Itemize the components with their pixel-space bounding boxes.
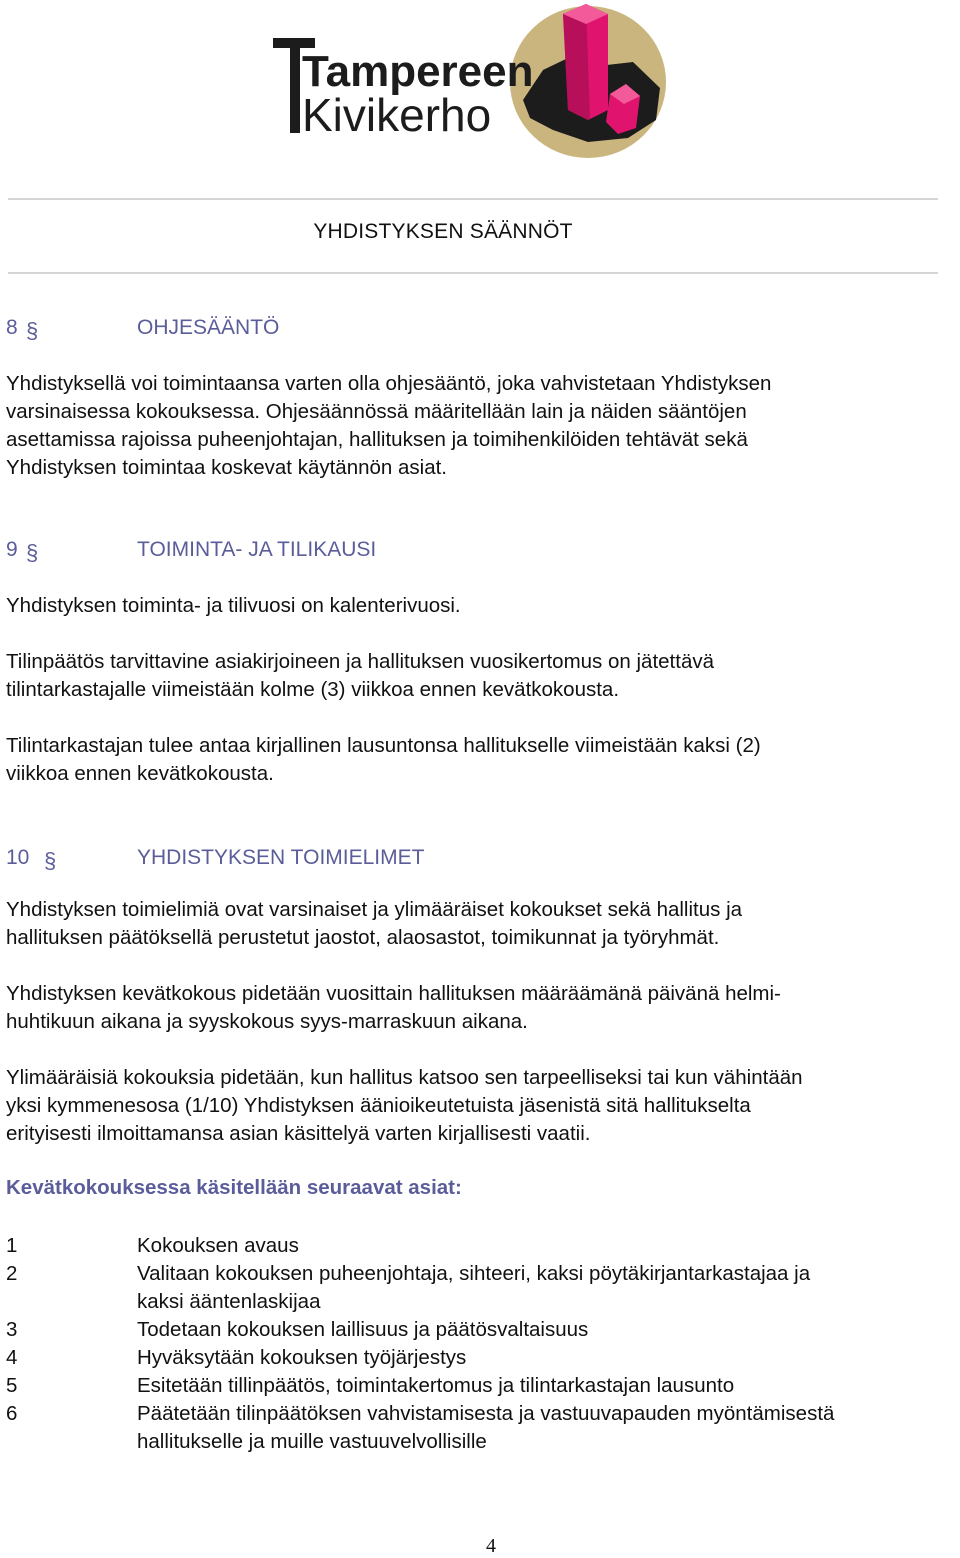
paragraph-line: hallituksen päätöksellä perustetut jaostot, alaosastot, toimikunnat ja työryhmät. bbox=[6, 926, 720, 949]
item-number: 5 bbox=[6, 1374, 18, 1397]
paragraph-line: Yhdistyksen toimielimiä ovat varsinaiset ja ylimääräiset kokoukset sekä hallitus ja bbox=[6, 898, 743, 921]
item-text: Päätetään tilinpäätöksen vahvistamisesta ja vastuuvapauden myöntämisestä bbox=[137, 1402, 835, 1425]
agenda-list bbox=[6, 1232, 960, 1456]
paragraph-line: Yhdistyksen toiminta- ja tilivuosi on kalenterivuosi. bbox=[6, 594, 461, 617]
paragraph-line: Yhdistyksellä voi toimintaansa varten olla ohjesääntö, joka vahvistetaan Yhdistyksen bbox=[6, 372, 772, 395]
section-9-paragraph-3 bbox=[6, 732, 946, 788]
item-text: Valitaan kokouksen puheenjohtaja, sihteeri, kaksi pöytäkirjantarkastajaa ja bbox=[137, 1262, 811, 1285]
item-number: 4 bbox=[6, 1346, 18, 1369]
paragraph-line: tilintarkastajalle viimeistään kolme (3) viikkoa ennen kevätkokousta. bbox=[6, 678, 620, 701]
list-item bbox=[6, 1232, 960, 1260]
item-number: 2 bbox=[6, 1262, 18, 1285]
item-number: 6 bbox=[6, 1402, 18, 1425]
top-divider bbox=[8, 198, 938, 200]
agenda-heading: Kevätkokouksessa käsitellään seuraavat asiat: bbox=[6, 1176, 462, 1199]
section-number: 8 bbox=[6, 316, 18, 339]
section-mark: § bbox=[44, 848, 57, 873]
section-number: 9 bbox=[6, 538, 18, 561]
document-title: YHDISTYKSEN SÄÄNNÖT bbox=[313, 220, 573, 243]
list-item bbox=[6, 1316, 960, 1344]
logo-line2: Kivikerho bbox=[302, 89, 492, 141]
list-item bbox=[6, 1344, 960, 1372]
paragraph-line: Ylimääräisiä kokouksia pidetään, kun hallitus katsoo sen tarpeelliseksi tai kun vähintään bbox=[6, 1066, 803, 1089]
paragraph-line: huhtikuun aikana ja syyskokous syys-marraskuun aikana. bbox=[6, 1010, 528, 1033]
item-number: 1 bbox=[6, 1234, 18, 1257]
club-logo bbox=[268, 0, 678, 162]
paragraph-line: erityisesti ilmoittamansa asian käsittelyä varten kirjallisesti vaatii. bbox=[6, 1122, 591, 1145]
paragraph-line: yksi kymmenesosa (1/10) Yhdistyksen äänioikeutetuista jäsenistä sitä hallitukselta bbox=[6, 1094, 751, 1117]
item-text: kaksi ääntenlaskijaa bbox=[137, 1290, 321, 1313]
item-text: Todetaan kokouksen laillisuus ja päätösvaltaisuus bbox=[137, 1318, 589, 1341]
item-text: Esitetään tillinpäätös, toimintakertomus ja tilintarkastajan lausunto bbox=[137, 1374, 735, 1397]
item-text: Kokouksen avaus bbox=[137, 1234, 299, 1257]
page-number: 4 bbox=[486, 1535, 496, 1557]
section-mark: § bbox=[26, 540, 39, 565]
section-10-paragraph-2 bbox=[6, 980, 946, 1036]
list-item bbox=[6, 1372, 960, 1400]
section-title: TOIMINTA- JA TILIKAUSI bbox=[137, 538, 377, 561]
list-item bbox=[6, 1260, 960, 1316]
paragraph-line: asettamissa rajoissa puheenjohtajan, hallituksen ja toimihenkilöiden tehtävät sekä bbox=[6, 428, 748, 451]
title-divider bbox=[8, 272, 938, 274]
paragraph-line: varsinaisessa kokouksessa. Ohjesäännössä määritellään lain ja näiden sääntöjen bbox=[6, 400, 747, 423]
paragraph-line: Tilintarkastajan tulee antaa kirjallinen lausuntonsa hallitukselle viimeistään kaksi (2) bbox=[6, 734, 761, 757]
section-number: 10 bbox=[6, 846, 30, 869]
section-9-paragraph-2 bbox=[6, 648, 946, 704]
crystal-logo-icon bbox=[268, 0, 678, 162]
logo-line1: Tampereen bbox=[302, 47, 534, 96]
section-10-paragraph-3 bbox=[6, 1064, 946, 1148]
section-mark: § bbox=[26, 318, 39, 343]
list-item bbox=[6, 1400, 960, 1456]
paragraph-line: viikkoa ennen kevätkokousta. bbox=[6, 762, 274, 785]
section-10-paragraph-1 bbox=[6, 896, 946, 952]
section-title: YHDISTYKSEN TOIMIELIMET bbox=[137, 846, 425, 869]
section-8-paragraph-1 bbox=[6, 370, 946, 482]
section-9-paragraph-1 bbox=[6, 592, 946, 620]
item-text: Hyväksytään kokouksen työjärjestys bbox=[137, 1346, 467, 1369]
paragraph-line: Yhdistyksen kevätkokous pidetään vuosittain hallituksen määräämänä päivänä helmi- bbox=[6, 982, 781, 1005]
paragraph-line: Tilinpäätös tarvittavine asiakirjoineen ja hallituksen vuosikertomus on jätettävä bbox=[6, 650, 715, 673]
item-text: hallitukselle ja muille vastuuvelvollisille bbox=[137, 1430, 487, 1453]
item-number: 3 bbox=[6, 1318, 18, 1341]
section-title: OHJESÄÄNTÖ bbox=[137, 316, 280, 339]
paragraph-line: Yhdistyksen toimintaa koskevat käytännön asiat. bbox=[6, 456, 447, 479]
